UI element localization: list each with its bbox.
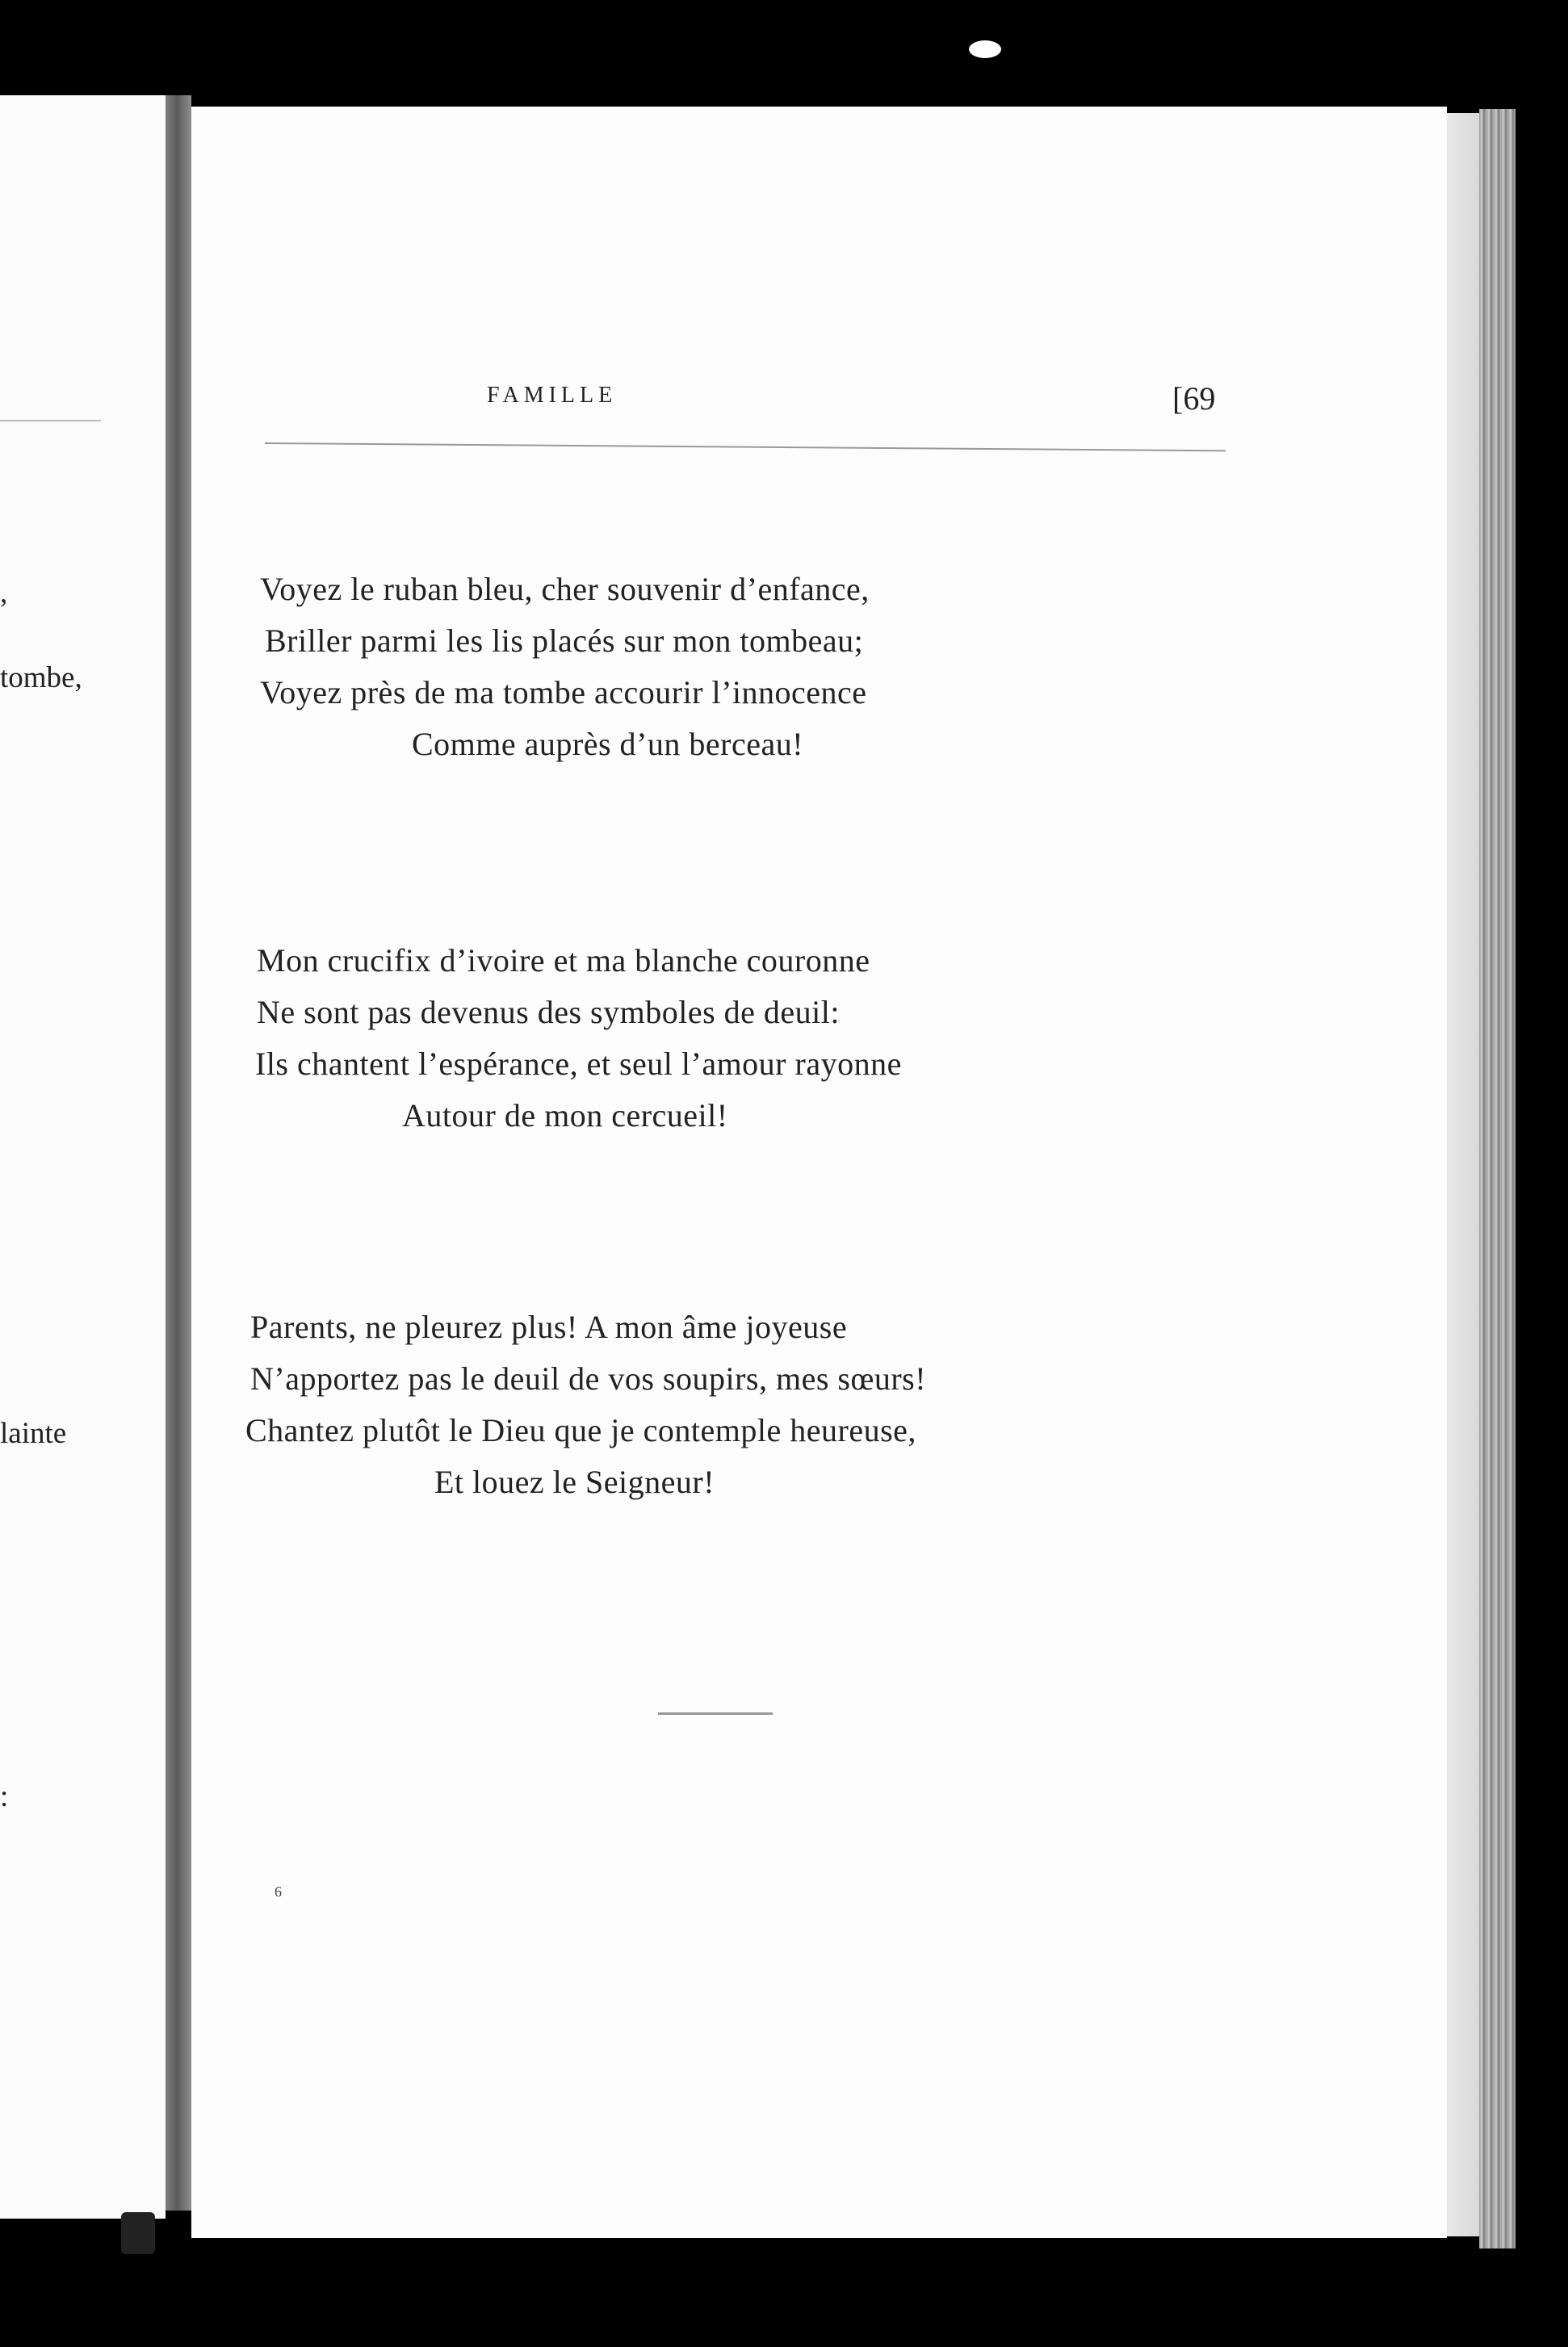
left-text-fragment: tombe, xyxy=(0,661,82,694)
poem-line: Autour de mon cercueil! xyxy=(402,1097,728,1134)
page-number: [69 xyxy=(1172,380,1216,417)
scan-blemish xyxy=(969,40,1001,58)
poem-line: Mon crucifix d’ivoire et ma blanche couronne xyxy=(257,942,870,979)
poem-line: Chantez plutôt le Dieu que je contemple heureuse, xyxy=(245,1412,916,1448)
left-text-fragment: lainte xyxy=(0,1417,67,1450)
poem-line: Voyez le ruban bleu, cher souvenir d’enfance, xyxy=(260,571,870,607)
running-title: FAMILLE xyxy=(487,383,618,408)
left-facing-page xyxy=(0,95,166,2219)
left-text-fragment: : xyxy=(0,1780,9,1813)
left-header-rule xyxy=(0,420,101,421)
poem-line: Voyez près de ma tombe accourir l’innocence xyxy=(260,674,867,710)
page-shadow xyxy=(1447,113,1479,2236)
left-text-fragment: , xyxy=(0,576,8,610)
right-page xyxy=(191,107,1447,2238)
poem-line: Et louez le Seigneur! xyxy=(434,1464,715,1500)
page-edges xyxy=(1479,109,1516,2249)
book-gutter xyxy=(166,95,191,2211)
scan-blemish xyxy=(121,2212,155,2254)
end-rule xyxy=(658,1712,773,1715)
signature-mark: 6 xyxy=(275,1884,282,1900)
poem-line: Briller parmi les lis placés sur mon tombeau; xyxy=(265,622,864,659)
poem-line: Parents, ne pleurez plus! A mon âme joyeuse xyxy=(250,1309,848,1345)
poem-line: N’apportez pas le deuil de vos soupirs, mes sœurs! xyxy=(250,1360,927,1397)
poem-line: Ils chantent l’espérance, et seul l’amour rayonne xyxy=(255,1046,902,1082)
poem-line: Comme auprès d’un berceau! xyxy=(412,726,804,762)
poem-line: Ne sont pas devenus des symboles de deuil: xyxy=(257,994,840,1030)
